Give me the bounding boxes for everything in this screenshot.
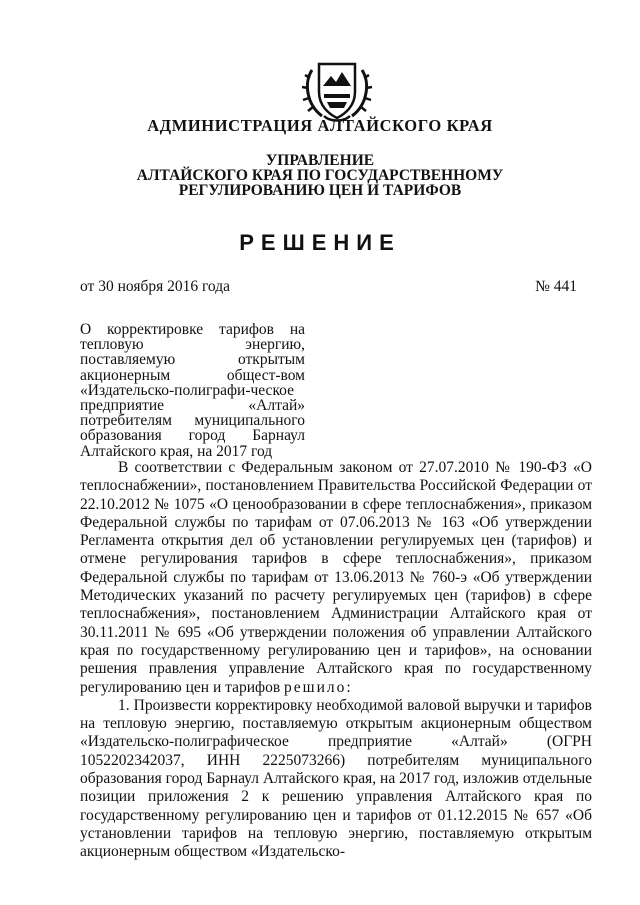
subject-text: О корректировке тарифов на тепловую энергию, поставляемую открытым акционерным общест-вом «Издательско-полиграфи-ческое предприятие «Алтай» потребителям муниципального образования город Барнаул (80, 321, 305, 445)
department-line: УПРАВЛЕНИЕ (265, 152, 375, 169)
subject-last-line: Алтайского края, на 2017 год (80, 442, 273, 460)
preamble-text: В соответствии с Федеральным законом от 27.07.2010 № 190-ФЗ «О теплоснабжении», постановлением Правительства Российской Федерации от 22.10.2012 № 1075 «О ценообразовании в сфере теплоснабжения», приказом Федеральной службы по тарифам от 07.06.2013 № 163 «Об утверждении Регламента открытия дел об установлении регулируемых цен (тарифов) и отмене регулирования тарифов в сфере теплоснабжения», приказом Федеральной службы по тарифам от 13.06.2013 № 760-э «Об утверждении Методических указаний по расчету регулируемых цен (тарифов) в сфере теплоснабжения», постановлением Администрации Алтайского края от 30.11.2011 № 695 «Об утверждении положения об управлении Алтайского края по государственному регулированию цен и тарифов», на основании решения правления управление Алтайского края по государственному регулированию цен и тарифов (80, 459, 592, 696)
document-number: № 441 (535, 278, 577, 295)
organization-title: АДМИНИСТРАЦИЯ АЛТАЙСКОГО КРАЯ (147, 116, 493, 135)
department-line: АЛТАЙСКОГО КРАЯ ПО ГОСУДАРСТВЕННОМУ (136, 167, 504, 184)
preamble-paragraph (80, 459, 592, 697)
document-body (80, 459, 592, 862)
clause-paragraph: 1. Произвести корректировку необходимой валовой выручки и тарифов на тепловую энергию, поставляемую открытым акционерным обществом «Издательско-полиграфическое предприятие «Алтай» (ОГРН 1052202342037, ИНН 2225073266) потребителям муниципального образования город Барнаул Алтайского края, на 2017 год, изложив отдельные позиции приложения 2 к решению управления Алтайского края по государственному регулированию цен и тарифов от 01.12.2015 № 657 «Об установлении тарифов на тепловую энергию, поставляемую открытым акционерным обществом «Издательско- (80, 696, 592, 861)
document-type: РЕШЕНИЕ (239, 230, 401, 255)
decided-word: решило (284, 678, 347, 696)
department-title (0, 153, 640, 198)
department-line: РЕГУЛИРОВАНИЮ ЦЕН И ТАРИФОВ (178, 182, 462, 199)
preamble-colon: : (346, 678, 351, 696)
document-date: от 30 ноября 2016 года (80, 278, 231, 295)
altai-coat-of-arms-icon (300, 52, 374, 126)
document-subject (80, 322, 305, 459)
